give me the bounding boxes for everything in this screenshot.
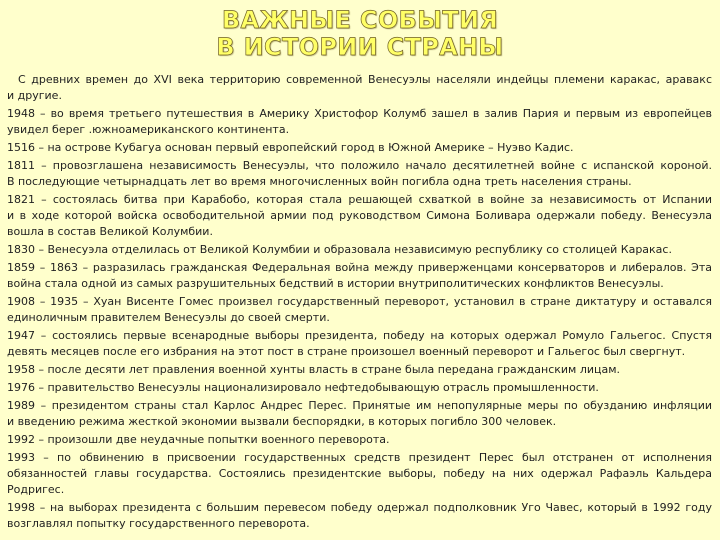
text-line: В последующие четырнадцать лет во время многочисленных войн погибла одна треть населения страны. <box>7 175 632 188</box>
event-1993 <box>7 450 712 498</box>
text-line: 1908 – 1935 – Хуан Висенте Гомес произвел государственный переворот, установил в стране диктатуру и оставался <box>7 295 712 308</box>
event-1947 <box>7 328 712 360</box>
text-line: 1998 – на выборах президента с большим перевесом победу одержал подполковник Уго Чавес, который в 1992 году <box>7 501 712 514</box>
text-line: девять месяцев после его избрания на этот пост в стране произошел военный переворот и Гальегос был свергнут. <box>7 345 686 358</box>
text-line: обязанностей главы государства. Состоялись президентские выборы, победу на них одержал Рафаэль Кальдера <box>7 467 712 480</box>
text-line: 1993 – по обвинению в присвоении государственных средств президент Перес был отстранен от исполнения <box>7 451 712 464</box>
text-line: 1821 – состоялась битва при Карабобо, которая стала решающей схваткой в войне за независимость от Испании <box>7 193 712 206</box>
event-1516 <box>7 140 712 156</box>
text-line: единоличным правителем Венесуэлы до своей смерти. <box>7 311 330 324</box>
text-line: вошла в состав Великой Колумбии. <box>7 225 213 238</box>
event-1958 <box>7 362 712 378</box>
text-line: 1958 – после десяти лет правления военной хунты власть в стране была передана гражданским лицам. <box>7 363 621 376</box>
text-line: 1948 – во время третьего путешествия в Америку Христофор Колумб зашел в залив Пария и первым из европейцев <box>7 107 712 120</box>
text-line: 1947 – состоялись первые всенародные выборы президента, победу на которых одержал Ромуло Гальегос. Спустя <box>7 329 712 342</box>
title-line-1: ВАЖНЫЕ СОБЫТИЯ <box>221 6 499 34</box>
text-line: возглавлял попытку государственного переворота. <box>7 517 310 530</box>
event-1830 <box>7 242 712 258</box>
text-line: 1859 – 1863 – разразилась гражданская Федеральная война между приверженцами консерваторов и либералов. Эта <box>7 261 712 274</box>
text-line: и в ходе которой войска освободительной армии под руководством Симона Боливара одержали победу. Венесуэла <box>7 209 712 222</box>
text-line: Родригес. <box>7 483 65 496</box>
text-line: 1516 – на острове Кубагуа основан первый европейский город в Южной Америке – Нуэво Кадис. <box>7 141 574 154</box>
event-1992 <box>7 432 712 448</box>
event-1989 <box>7 398 712 430</box>
event-1976 <box>7 380 712 396</box>
event-intro <box>7 72 712 104</box>
text-line: и введению режима жесткой экономии вызвали беспорядки, в которых погибло 300 человек. <box>7 415 557 428</box>
event-1908-1935 <box>7 294 712 326</box>
slide-title <box>0 7 720 61</box>
text-line: 1830 – Венесуэла отделилась от Великой Колумбии и образовала независимую республику со столицей Каракас. <box>7 243 672 256</box>
text-line: 1811 – провозглашена независимость Венесуэлы, что положило начало десятилетней войне с испанской короной. <box>7 159 712 172</box>
text-line: увидел берег .южноамериканского континента. <box>7 123 290 136</box>
text-line: 1992 – произошли две неудачные попытки военного переворота. <box>7 433 390 446</box>
event-1948 <box>7 106 712 138</box>
event-1811 <box>7 158 712 190</box>
text-line: 1989 – президентом страны стал Карлос Андрес Перес. Принятые им непопулярные меры по обузданию инфляции <box>7 399 712 412</box>
event-1821 <box>7 192 712 240</box>
text-line: и другие. <box>7 89 62 102</box>
text-line: война стала одной из самых разрушительных бедствий в истории внутриполитических конфликтов Венесуэлы. <box>7 277 664 290</box>
event-1859-1863 <box>7 260 712 292</box>
text-line: 1976 – правительство Венесуэлы национализировало нефтедобывающую отрасль промышленности. <box>7 381 599 394</box>
text-line: С древних времен до XVI века территорию современной Венесуэлы населяли индейцы племени каракас, аравакс <box>18 73 712 86</box>
title-line-2: В ИСТОРИИ СТРАНЫ <box>216 33 504 61</box>
event-1998 <box>7 500 712 532</box>
events-list <box>7 72 712 532</box>
